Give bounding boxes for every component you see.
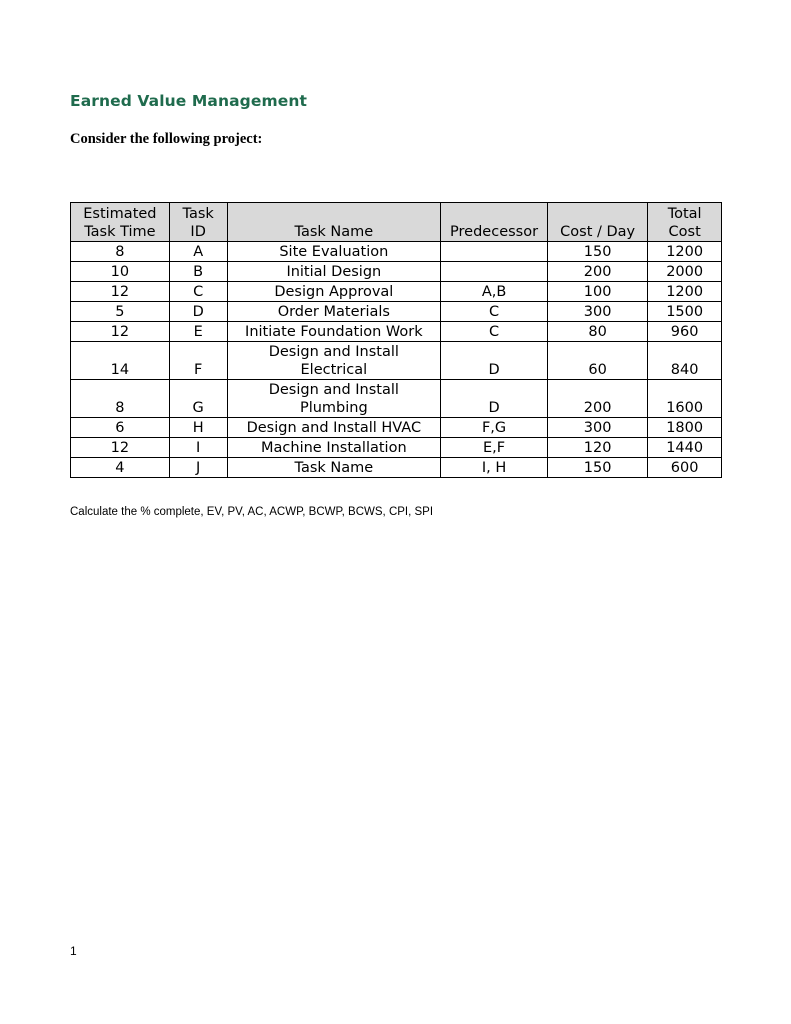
cell-predecessor: E,F bbox=[441, 438, 548, 458]
cell-time: 6 bbox=[71, 418, 170, 438]
document-title: Earned Value Management bbox=[70, 92, 307, 110]
cell-predecessor: C bbox=[441, 322, 548, 342]
cell-cost-per-day: 100 bbox=[547, 282, 647, 302]
cell-cost-per-day: 60 bbox=[547, 342, 647, 380]
cell-predecessor: D bbox=[441, 380, 548, 418]
cell-name bbox=[227, 342, 441, 380]
cell-name-line2: Electrical bbox=[300, 362, 368, 378]
table-row bbox=[71, 438, 722, 458]
header-id-line2: ID bbox=[190, 224, 206, 240]
cell-cost-per-day: 150 bbox=[547, 458, 647, 478]
cell-predecessor: A,B bbox=[441, 282, 548, 302]
table-row bbox=[71, 342, 722, 380]
cell-total-cost: 840 bbox=[648, 342, 722, 380]
cell-time: 12 bbox=[71, 438, 170, 458]
cell-total-cost: 2000 bbox=[648, 262, 722, 282]
cell-name-line2: Plumbing bbox=[299, 400, 368, 416]
cell-name: Initiate Foundation Work bbox=[227, 322, 441, 342]
cell-id: E bbox=[169, 322, 227, 342]
cell-total-cost: 1500 bbox=[648, 302, 722, 322]
cell-total-cost: 1440 bbox=[648, 438, 722, 458]
cell-total-cost: 1200 bbox=[648, 282, 722, 302]
cell-id: D bbox=[169, 302, 227, 322]
cell-time: 4 bbox=[71, 458, 170, 478]
header-time-line1: Estimated bbox=[83, 206, 157, 222]
table-row bbox=[71, 380, 722, 418]
cell-predecessor bbox=[441, 242, 548, 262]
cell-total-cost: 960 bbox=[648, 322, 722, 342]
cell-name: Machine Installation bbox=[227, 438, 441, 458]
cell-name: Task Name bbox=[227, 458, 441, 478]
calculation-instruction: Calculate the % complete, EV, PV, AC, ACWP, BCWP, BCWS, CPI, SPI bbox=[70, 506, 434, 518]
cell-time: 8 bbox=[71, 380, 170, 418]
cell-total-cost: 1800 bbox=[648, 418, 722, 438]
cell-cost-per-day: 120 bbox=[547, 438, 647, 458]
cell-cost-per-day: 200 bbox=[547, 262, 647, 282]
cell-id: G bbox=[169, 380, 227, 418]
cell-id: B bbox=[169, 262, 227, 282]
cell-name: Design Approval bbox=[227, 282, 441, 302]
header-total-line1: Total bbox=[667, 206, 702, 222]
cell-id: H bbox=[169, 418, 227, 438]
cell-predecessor bbox=[441, 262, 548, 282]
cell-cost-per-day: 300 bbox=[547, 418, 647, 438]
cell-predecessor: C bbox=[441, 302, 548, 322]
cell-time: 10 bbox=[71, 262, 170, 282]
cell-predecessor: I, H bbox=[441, 458, 548, 478]
cell-time: 8 bbox=[71, 242, 170, 262]
cell-time: 5 bbox=[71, 302, 170, 322]
cell-id: J bbox=[169, 458, 227, 478]
cell-predecessor: F,G bbox=[441, 418, 548, 438]
header-estimated-task-time bbox=[71, 203, 170, 242]
cell-id: F bbox=[169, 342, 227, 380]
table-row bbox=[71, 242, 722, 262]
project-task-table bbox=[70, 202, 722, 478]
cell-id: C bbox=[169, 282, 227, 302]
cell-name-line1: Design and Install bbox=[268, 344, 399, 360]
cell-total-cost: 1200 bbox=[648, 242, 722, 262]
header-task-name: Task Name bbox=[227, 203, 441, 242]
cell-name: Order Materials bbox=[227, 302, 441, 322]
table-row bbox=[71, 322, 722, 342]
cell-id: A bbox=[169, 242, 227, 262]
header-total-cost bbox=[648, 203, 722, 242]
cell-total-cost: 1600 bbox=[648, 380, 722, 418]
cell-cost-per-day: 150 bbox=[547, 242, 647, 262]
header-time-line2: Task Time bbox=[84, 224, 156, 240]
table-row bbox=[71, 302, 722, 322]
cell-cost-per-day: 200 bbox=[547, 380, 647, 418]
cell-name: Site Evaluation bbox=[227, 242, 441, 262]
table-row bbox=[71, 282, 722, 302]
cell-id: I bbox=[169, 438, 227, 458]
cell-time: 12 bbox=[71, 322, 170, 342]
header-total-line2: Cost bbox=[668, 224, 701, 240]
table-row bbox=[71, 418, 722, 438]
table-header-row bbox=[71, 203, 722, 242]
cell-time: 14 bbox=[71, 342, 170, 380]
header-task-id bbox=[169, 203, 227, 242]
cell-total-cost: 600 bbox=[648, 458, 722, 478]
cell-name-line1: Design and Install bbox=[268, 382, 399, 398]
page-number: 1 bbox=[70, 944, 77, 958]
document-subtitle: Consider the following project: bbox=[70, 131, 263, 147]
cell-cost-per-day: 80 bbox=[547, 322, 647, 342]
cell-name bbox=[227, 380, 441, 418]
header-cost-per-day: Cost / Day bbox=[547, 203, 647, 242]
cell-predecessor: D bbox=[441, 342, 548, 380]
cell-name: Initial Design bbox=[227, 262, 441, 282]
cell-time: 12 bbox=[71, 282, 170, 302]
cell-cost-per-day: 300 bbox=[547, 302, 647, 322]
table-row bbox=[71, 458, 722, 478]
header-id-line1: Task bbox=[182, 206, 214, 222]
table-row bbox=[71, 262, 722, 282]
cell-name: Design and Install HVAC bbox=[227, 418, 441, 438]
header-predecessor: Predecessor bbox=[441, 203, 548, 242]
